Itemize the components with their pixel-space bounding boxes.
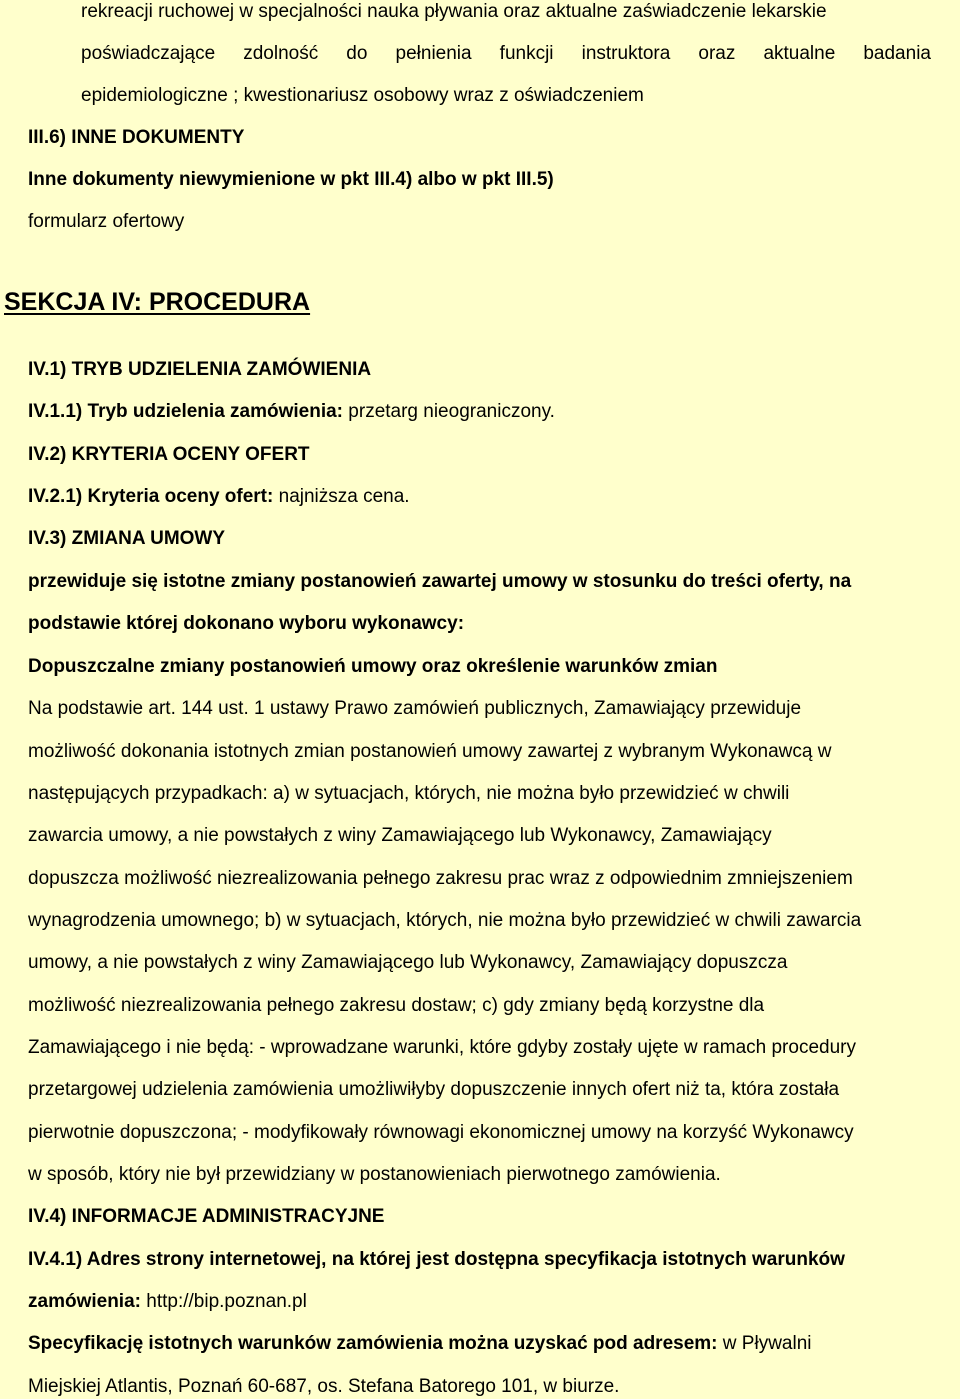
spec-address-line-1 (28, 1333, 812, 1355)
section-4-4-1-label-line-2: zamówienia: (28, 1291, 141, 1312)
intro-word: funkcji (499, 43, 554, 64)
section-4-4-1-line-2 (28, 1291, 307, 1313)
intro-word: aktualne (763, 43, 836, 64)
section-4-2-1-label: IV.2.1) Kryteria oceny ofert: (28, 486, 274, 507)
intro-word: zdolność (243, 43, 319, 64)
spec-address-line-2: Miejskiej Atlantis, Poznań 60-687, os. Stefana Batorego 101, w biurze. (28, 1376, 620, 1397)
spec-url-link[interactable]: http://bip.poznan.pl (140, 1291, 307, 1312)
section-3-6-value: formularz ofertowy (28, 211, 185, 232)
section-4-3-body-line: pierwotnie dopuszczona; - modyfikowały równowagi ekonomicznej umowy na korzyść Wykonawcy (28, 1122, 854, 1143)
intro-word: oraz (698, 43, 736, 64)
intro-word: instruktora (581, 43, 671, 64)
section-4-3-body-line: Na podstawie art. 144 ust. 1 ustawy Prawo zamówień publicznych, Zamawiający przewiduje (28, 698, 802, 719)
intro-line-1: rekreacji ruchowej w specjalności nauka pływania oraz aktualne zaświadczenie lekarskie (81, 1, 827, 22)
section-4-1-1-label: IV.1.1) Tryb udzielenia zamówienia: (28, 401, 344, 422)
section-4-4-1-label-line-1: IV.4.1) Adres strony internetowej, na której jest dostępna specyfikacja istotnych warunków (28, 1249, 845, 1270)
intro-word: do (346, 43, 368, 64)
section-4-3-bold-line-1: przewiduje się istotne zmiany postanowień zawartej umowy w stosunku do treści oferty, na (28, 571, 852, 592)
section-title: SEKCJA IV: PROCEDURA (4, 288, 311, 316)
section-4-3-bold-line-3: Dopuszczalne zmiany postanowień umowy oraz określenie warunków zmian (28, 656, 718, 677)
section-4-3-bold-line-2: podstawie której dokonano wyboru wykonawcy: (28, 613, 465, 634)
section-4-1-heading: IV.1) TRYB UDZIELENIA ZAMÓWIENIA (28, 359, 372, 380)
section-4-1-1 (28, 401, 555, 423)
spec-address-label: Specyfikację istotnych warunków zamówienia można uzyskać pod adresem: (28, 1333, 718, 1354)
section-4-3-body-line: umowy, a nie powstałych z winy Zamawiającego lub Wykonawcy, Zamawiający dopuszcza (28, 952, 788, 973)
section-4-3-body-line: następujących przypadkach: a) w sytuacjach, których, nie można było przewidzieć w chwili (28, 783, 790, 804)
section-4-3-body-line: możliwość niezrealizowania pełnego zakresu dostaw; c) gdy zmiany będą korzystne dla (28, 995, 765, 1016)
intro-word: badania (863, 43, 931, 64)
intro-line-2 (81, 43, 931, 65)
section-4-3-body-line: w sposób, który nie był przewidziany w postanowieniach pierwotnego zamówienia. (28, 1164, 721, 1185)
intro-word: pełnienia (395, 43, 472, 64)
section-4-3-body-line: przetargowej udzielenia zamówienia umożliwiłyby dopuszczenie innych ofert niż ta, która została (28, 1079, 840, 1100)
section-4-2-heading: IV.2) KRYTERIA OCENY OFERT (28, 444, 310, 465)
section-4-2-1-value: najniższa cena. (273, 486, 410, 507)
section-4-3-body-line: zawarcia umowy, a nie powstałych z winy Zamawiającego lub Wykonawcy, Zamawiający (28, 825, 772, 846)
section-4-2-1 (28, 486, 410, 508)
section-4-3-body-line: dopuszcza możliwość niezrealizowania pełnego zakresu prac wraz z odpowiednim zmniejszeniem (28, 868, 853, 889)
intro-line-3: epidemiologiczne ; kwestionariusz osobowy wraz z oświadczeniem (81, 85, 644, 106)
section-4-4-heading: IV.4) INFORMACJE ADMINISTRACYJNE (28, 1206, 385, 1227)
section-4-1-1-value: przetarg nieograniczony. (343, 401, 555, 422)
section-3-6-subheading: Inne dokumenty niewymienione w pkt III.4) albo w pkt III.5) (28, 169, 554, 190)
intro-word: poświadczające (81, 43, 216, 64)
section-4-3-heading: IV.3) ZMIANA UMOWY (28, 528, 226, 549)
section-4-3-body-line: Zamawiającego i nie będą: - wprowadzane warunki, które gdyby zostały ujęte w ramach procedury (28, 1037, 856, 1058)
spec-address-value: w Pływalni (717, 1333, 812, 1354)
section-3-6-heading: III.6) INNE DOKUMENTY (28, 127, 245, 148)
section-4-3-body-line: wynagrodzenia umownego; b) w sytuacjach, których, nie można było przewidzieć w chwili zawarcia (28, 910, 862, 931)
section-4-3-body-line: możliwość dokonania istotnych zmian postanowień umowy zawartej z wybranym Wykonawcą w (28, 741, 832, 762)
